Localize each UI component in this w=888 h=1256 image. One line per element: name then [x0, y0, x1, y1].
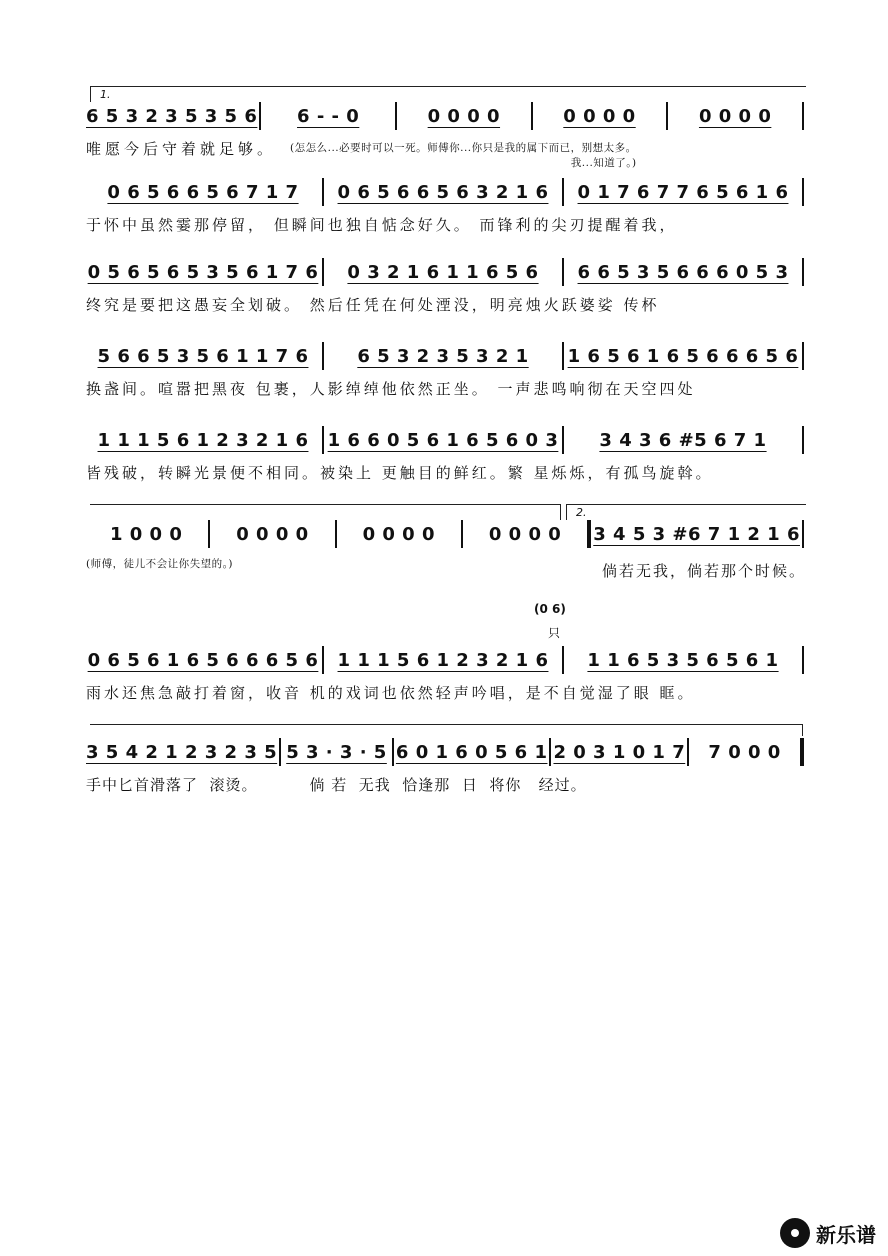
measure: 1 6 5 6 1 6 5 6 6 6 5 6: [567, 345, 799, 367]
measure: 0 0 0 0: [488, 523, 562, 545]
lyrics-line: 换盏间。喧嚣把黑夜 包裹，人影绰绰他依然正坐。 一声悲鸣响彻在天空四处: [86, 380, 696, 398]
measure: 0 5 6 5 6 5 3 5 6 1 7 6: [87, 261, 319, 283]
measure: 0 0 0 0: [698, 105, 772, 127]
notes-row: [86, 736, 806, 768]
measure: 3 4 3 6 #5 6 7 1: [599, 429, 767, 451]
volta-2-line: [566, 504, 806, 505]
pickup-notes: (0 6): [534, 602, 566, 616]
measure: 0 6 5 6 1 6 5 6 6 6 5 6: [87, 649, 319, 671]
barline: [802, 178, 804, 206]
measure: 6 5 3 2 3 5 3 5 6: [86, 105, 258, 127]
lyrics-line: 雨水还焦急敲打着窗，收音 机的戏词也依然轻声吟唱，是不自觉湿了眼 眶。: [86, 684, 696, 702]
notes-row: [86, 100, 806, 132]
score-system-3: [86, 256, 806, 315]
barline: [531, 102, 533, 130]
barline: [802, 258, 804, 286]
measure: 7 0 0 0: [708, 741, 781, 763]
barline: [322, 258, 324, 286]
notes-row: [86, 518, 806, 550]
volta-1-end-line: [90, 504, 560, 505]
volta-1-label: 1.: [100, 88, 111, 101]
score-system-7: [86, 644, 806, 703]
score-system-6: [86, 518, 806, 581]
measure: 5 3 · 3 · 5: [286, 741, 387, 763]
measure: 1 6 6 0 5 6 1 6 5 6 0 3: [327, 429, 559, 451]
measure: 0 0 0 0: [427, 105, 501, 127]
notes-row: [86, 424, 806, 456]
notes-row: [86, 256, 806, 288]
repeat-barline: [587, 520, 591, 548]
final-barline: [800, 738, 804, 766]
lyrics-line: 手中匕首滑落了 滚烫。 倘 若 无我 恰逢那 日 将你 经过。: [86, 776, 587, 794]
barline: [666, 102, 668, 130]
score-system-5: [86, 424, 806, 483]
logo-text: 新乐谱: [816, 1222, 876, 1247]
barline: [802, 102, 804, 130]
lyrics-line: 终究是要把这愚妄全划破。 然后任凭在何处湮没，明亮烛火跃婆娑 传杯: [86, 296, 660, 314]
measure: 6 0 1 6 0 5 6 1: [395, 741, 548, 763]
pickup-lyric: 只: [548, 626, 561, 640]
barline: [687, 738, 689, 766]
measure: 6 - - 0: [297, 105, 360, 127]
spoken-dialog: (怎怎么...必要时可以一死。师傅你...你只是我的属下而已，别想太多。: [290, 142, 637, 154]
barline: [322, 426, 324, 454]
notes-row: [86, 176, 806, 208]
score-system-2: [86, 176, 806, 235]
measure: 0 0 0 0: [362, 523, 435, 545]
measure: 0 0 0 0: [236, 523, 309, 545]
volta-1-line: [90, 86, 806, 87]
barline: [322, 178, 324, 206]
barline: [259, 102, 261, 130]
notes-row: [86, 644, 806, 676]
vinyl-record-icon: [780, 1218, 810, 1248]
barline: [802, 426, 804, 454]
barline: [549, 738, 551, 766]
notes-row: [86, 340, 806, 372]
measure: 0 6 5 6 6 5 6 3 2 1 6: [337, 181, 549, 203]
barline: [562, 258, 564, 286]
barline: [322, 646, 324, 674]
barline: [802, 342, 804, 370]
score-system-8: [86, 736, 806, 795]
site-logo: [780, 1218, 876, 1248]
barline: [562, 178, 564, 206]
barline: [562, 426, 564, 454]
barline: [322, 342, 324, 370]
barline: [802, 646, 804, 674]
measure: 6 5 3 2 3 5 3 2 1: [357, 345, 529, 367]
barline: [335, 520, 337, 548]
spoken-dialog: (师傅，徒儿不会让你失望的。): [86, 558, 233, 570]
lyrics-line: 唯愿今后守着就足够。: [86, 140, 277, 158]
measure: 6 6 5 3 5 6 6 6 0 5 3: [577, 261, 789, 283]
measure: 5 6 6 5 3 5 6 1 1 7 6: [97, 345, 309, 367]
measure: 1 1 1 5 6 1 2 3 2 1 6: [337, 649, 549, 671]
score-system-1: [86, 100, 806, 170]
measure: 3 4 5 3 #6 7 1 2 1 6: [593, 523, 800, 545]
measure: 0 1 7 6 7 7 6 5 6 1 6: [577, 181, 789, 203]
barline: [395, 102, 397, 130]
barline: [461, 520, 463, 548]
measure: 3 5 4 2 1 2 3 2 3 5: [86, 741, 278, 763]
end-bracket-line: [90, 724, 802, 725]
barline: [562, 646, 564, 674]
measure: 1 1 1 5 6 1 2 3 2 1 6: [97, 429, 309, 451]
barline: [562, 342, 564, 370]
measure: 1 1 6 5 3 5 6 5 6 1: [587, 649, 779, 671]
barline: [279, 738, 281, 766]
lyrics-line: 皆残破，转瞬光景便不相同。被染上 更触目的鲜红。繁 星烁烁，有孤鸟旋斡。: [86, 464, 714, 482]
lyrics-line: 倘若无我，倘若那个时候。: [601, 562, 806, 580]
measure: 1 0 0 0: [109, 523, 183, 545]
measure: 2 0 3 1 0 1 7: [553, 741, 686, 763]
measure: 0 6 5 6 6 5 6 7 1 7: [107, 181, 299, 203]
barline: [392, 738, 394, 766]
barline: [802, 520, 804, 548]
score-system-4: [86, 340, 806, 399]
end-bracket-tick: [802, 724, 803, 736]
measure: 0 3 2 1 6 1 1 6 5 6: [347, 261, 539, 283]
lyrics-line: 于怀中虽然霎那停留， 但瞬间也独自惦念好久。 而锋利的尖刃提醒着我，: [86, 216, 678, 234]
barline: [208, 520, 210, 548]
spoken-dialog: 我...知道了。): [570, 157, 637, 169]
volta-2-label: 2.: [576, 506, 587, 519]
measure: 0 0 0 0: [563, 105, 636, 127]
